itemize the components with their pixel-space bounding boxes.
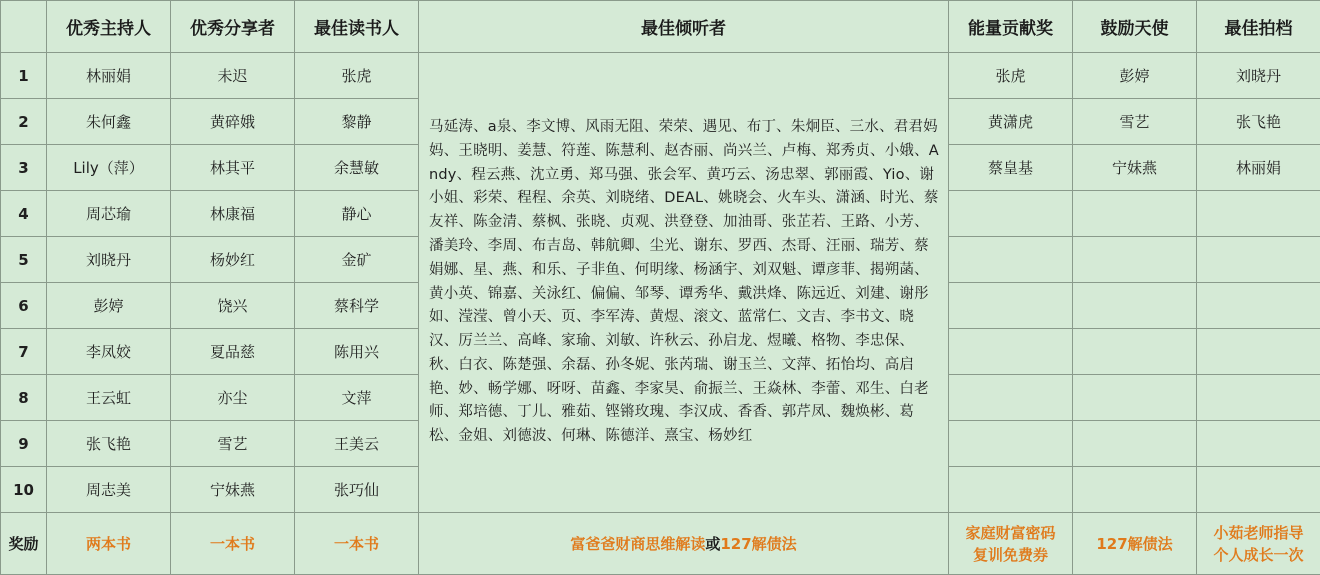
host-cell: 刘晓丹 (47, 237, 171, 283)
partner-cell: 林丽娟 (1197, 145, 1320, 191)
reward-energy-line1: 家庭财富密码 (949, 522, 1072, 544)
reader-cell: 张虎 (295, 53, 419, 99)
header-host: 优秀主持人 (47, 1, 171, 53)
angel-cell (1073, 283, 1197, 329)
sharer-cell: 黄碎娥 (171, 99, 295, 145)
energy-cell (949, 191, 1073, 237)
reward-angel: 127解债法 (1073, 513, 1197, 575)
partner-cell: 张飞艳 (1197, 99, 1320, 145)
header-listener: 最佳倾听者 (419, 1, 949, 53)
partner-cell (1197, 375, 1320, 421)
energy-cell: 黄潇虎 (949, 99, 1073, 145)
row-index: 10 (1, 467, 47, 513)
sharer-cell: 亦尘 (171, 375, 295, 421)
row-index: 3 (1, 145, 47, 191)
table-row (1, 53, 1320, 99)
sharer-cell: 雪艺 (171, 421, 295, 467)
sharer-cell: 饶兴 (171, 283, 295, 329)
sharer-cell: 夏品慈 (171, 329, 295, 375)
header-angel: 鼓励天使 (1073, 1, 1197, 53)
reader-cell: 余慧敏 (295, 145, 419, 191)
angel-cell: 雪艺 (1073, 99, 1197, 145)
reward-sharer: 一本书 (171, 513, 295, 575)
host-cell: 林丽娟 (47, 53, 171, 99)
row-index: 4 (1, 191, 47, 237)
listeners-cell: 马延涛、a泉、李文博、风雨无阻、荣荣、遇见、布丁、朱炯臣、三水、君君妈妈、王晓明、姜慧、符莲、陈慧利、赵杏丽、尚兴兰、卢梅、郑秀贞、小娥、Andy、程云燕、沈立勇、郑马强、张会军、黄巧云、汤忠翠、郭丽霞、Yio、谢小姐、彩荣、程程、余英、刘晓绪、DEAL、姚晓会、火车头、潇涵、时光、蔡友祥、陈金清、蔡枫、张晓、贞观、洪登登、加油哥、张芷若、王路、小芳、潘美玲、李周、布吉岛、韩航卿、尘光、谢东、罗西、杰哥、汪丽、瑞芳、蔡娟娜、星、燕、和乐、子非鱼、何明缘、杨涵宇、刘双魁、谭彦菲、揭朔菡、黄小英、锦嘉、关泳红、偏偏、邹琴、谭秀华、戴洪烽、陈远近、刘建、谢彤如、滢滢、曾小天、页、李军涛、黄煜、滚文、蓝常仁、文吉、李书文、晓汉、厉兰兰、高峰、家瑜、刘敏、许秋云、孙启龙、煜曦、格物、李忠保、秋、白衣、陈楚强、余磊、孙冬妮、张芮瑞、谢玉兰、文萍、拓怡均、高启艳、妙、畅学娜、呀呀、苗鑫、李家昊、俞振兰、王焱林、李蕾、邓生、白老师、郑培德、丁儿、雅茹、铿锵玫瑰、李汉成、香香、郭芹凤、魏焕彬、葛松、金姐、刘德波、何琳、陈德洋、熹宝、杨妙红 (419, 53, 949, 513)
angel-cell (1073, 237, 1197, 283)
angel-cell (1073, 375, 1197, 421)
reward-energy (949, 513, 1073, 575)
energy-cell (949, 237, 1073, 283)
energy-cell: 张虎 (949, 53, 1073, 99)
row-index: 6 (1, 283, 47, 329)
reader-cell: 陈用兴 (295, 329, 419, 375)
header-reader: 最佳读书人 (295, 1, 419, 53)
reward-listener-part1: 富爸爸财商思维解读 (570, 535, 705, 553)
reward-listener-part2: 127解债法 (720, 535, 796, 553)
energy-cell (949, 329, 1073, 375)
host-cell: 王云虹 (47, 375, 171, 421)
host-cell: 彭婷 (47, 283, 171, 329)
energy-cell (949, 283, 1073, 329)
row-index: 8 (1, 375, 47, 421)
reward-listener-or: 或 (705, 535, 720, 553)
header-partner: 最佳拍档 (1197, 1, 1320, 53)
row-index: 9 (1, 421, 47, 467)
reward-host: 两本书 (47, 513, 171, 575)
row-index: 7 (1, 329, 47, 375)
partner-cell: 刘晓丹 (1197, 53, 1320, 99)
partner-cell (1197, 283, 1320, 329)
angel-cell (1073, 329, 1197, 375)
sharer-cell: 未迟 (171, 53, 295, 99)
header-row (1, 1, 1320, 53)
host-cell: 李凤姣 (47, 329, 171, 375)
angel-cell (1073, 467, 1197, 513)
header-sharer: 优秀分享者 (171, 1, 295, 53)
host-cell: 周志美 (47, 467, 171, 513)
partner-cell (1197, 237, 1320, 283)
sharer-cell: 杨妙红 (171, 237, 295, 283)
host-cell: 周芯瑜 (47, 191, 171, 237)
reader-cell: 静心 (295, 191, 419, 237)
reader-cell: 张巧仙 (295, 467, 419, 513)
sharer-cell: 宁妹燕 (171, 467, 295, 513)
host-cell: 张飞艳 (47, 421, 171, 467)
energy-cell (949, 421, 1073, 467)
reward-listener (419, 513, 949, 575)
partner-cell (1197, 191, 1320, 237)
reward-partner (1197, 513, 1320, 575)
angel-cell: 宁妹燕 (1073, 145, 1197, 191)
energy-cell: 蔡皇基 (949, 145, 1073, 191)
reader-cell: 王美云 (295, 421, 419, 467)
partner-cell (1197, 329, 1320, 375)
corner-cell (1, 1, 47, 53)
partner-cell (1197, 421, 1320, 467)
row-index: 1 (1, 53, 47, 99)
header-energy: 能量贡献奖 (949, 1, 1073, 53)
row-index: 5 (1, 237, 47, 283)
reward-row (1, 513, 1320, 575)
row-index: 2 (1, 99, 47, 145)
sharer-cell: 林康福 (171, 191, 295, 237)
angel-cell (1073, 191, 1197, 237)
reward-energy-line2: 复训免费券 (949, 544, 1072, 566)
reward-partner-line2: 个人成长一次 (1197, 544, 1320, 566)
host-cell: 朱何鑫 (47, 99, 171, 145)
energy-cell (949, 467, 1073, 513)
angel-cell (1073, 421, 1197, 467)
host-cell: Lily（萍） (47, 145, 171, 191)
energy-cell (949, 375, 1073, 421)
reader-cell: 蔡科学 (295, 283, 419, 329)
sharer-cell: 林其平 (171, 145, 295, 191)
reward-reader: 一本书 (295, 513, 419, 575)
partner-cell (1197, 467, 1320, 513)
reader-cell: 文萍 (295, 375, 419, 421)
reader-cell: 金矿 (295, 237, 419, 283)
reward-label: 奖励 (1, 513, 47, 575)
angel-cell: 彭婷 (1073, 53, 1197, 99)
reader-cell: 黎静 (295, 99, 419, 145)
reward-partner-line1: 小茹老师指导 (1197, 522, 1320, 544)
